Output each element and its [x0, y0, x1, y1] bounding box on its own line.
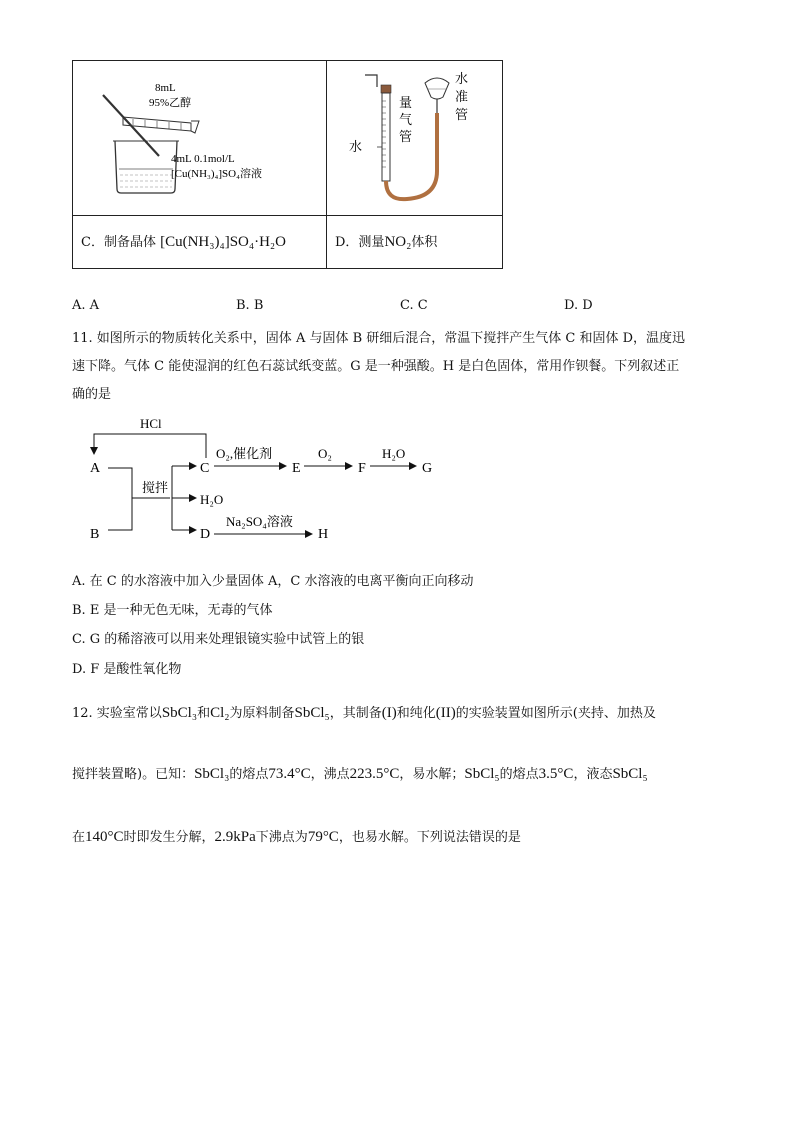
q12-text: 在 [72, 830, 86, 845]
q12-text: 的熔点 [499, 767, 539, 782]
label-volume-8ml: 8mL [155, 82, 176, 94]
label-stir: 搅拌 [142, 480, 169, 495]
label-gas-tube-2: 气 [399, 112, 413, 127]
value-pressure: 2.9kPa [214, 829, 256, 845]
q12-text: 的实验装置如图所示(夹持、加热及 [455, 706, 656, 721]
q12-text: 的熔点 [229, 767, 269, 782]
caption-d-prefix: D．测量 [335, 234, 385, 250]
q12-text: 搅拌装置略)。已知： [72, 767, 195, 782]
q12-text: ，也易水解。下列说法错误的是 [338, 830, 521, 845]
cell-d-image [327, 61, 503, 216]
q12-text: 下沸点为 [255, 830, 308, 845]
label-h2o-arrow: H₂O [382, 446, 406, 461]
q11-stem-line2: 速下降。气体 C 能使湿润的红色石蕊试纸变蓝。G 是一种强酸。H 是白色固体，常用作钡餐。下列叙述正 [72, 359, 680, 374]
q10-option-b: B. B [236, 298, 264, 313]
label-gas-tube-3: 管 [399, 129, 413, 144]
label-step-2: (II) [435, 705, 456, 721]
label-level-tube-2: 准 [455, 89, 469, 104]
formula-sbcl5: SbCl₅ [464, 766, 500, 782]
formula-sbcl5: SbCl₅ [612, 766, 648, 782]
value-melting-point: 3.5°C [538, 766, 574, 782]
q11-option-c: C. G 的稀溶液可以用来处理银镜实验中试管上的银 [72, 632, 365, 647]
cell-c-image [73, 61, 327, 216]
q10-option-a: A. A [72, 298, 100, 313]
node-h2o: H₂O [200, 492, 224, 507]
q11-stem-line1: 11. 如图所示的物质转化关系中，固体 A 与固体 B 研细后混合，常温下搅拌产生气体 C 和固体 D，温度迅 [72, 331, 686, 346]
node-f: F [358, 461, 366, 476]
value-melting-point: 73.4°C [268, 766, 311, 782]
label-gas-tube-1: 量 [399, 95, 413, 110]
label-o2: O₂ [318, 446, 332, 461]
q11-option-b: B. E 是一种无色无味，无毒的气体 [72, 603, 273, 618]
formula-sbcl5: SbCl₅ [294, 705, 330, 721]
q12-line1 [72, 704, 656, 723]
node-a: A [90, 461, 101, 476]
crystal-preparation-apparatus [73, 61, 326, 211]
caption-d-formula: NO₂ [384, 233, 412, 250]
formula-sbcl3: SbCl₃ [161, 705, 198, 721]
formula-cl2: Cl₂ [210, 705, 230, 721]
q12-line2 [72, 765, 648, 784]
label-water: 水 [349, 139, 363, 154]
value-boiling-point: 79°C [307, 829, 339, 845]
caption-d-suffix: 体积 [411, 234, 438, 250]
experiment-table [72, 60, 503, 269]
label-ethanol: 95%乙醇 [149, 97, 192, 109]
q12-text: ，易水解； [399, 767, 465, 782]
node-g: G [422, 461, 433, 476]
node-d: D [200, 527, 211, 542]
value-boiling-point: 223.5°C [349, 766, 400, 782]
q11-option-a: A. 在 C 的水溶液中加入少量固体 A，C 水溶液的电离平衡向正向移动 [72, 574, 474, 589]
caption-c-prefix: C．制备晶体 [81, 234, 156, 250]
q12-text: ，沸点 [310, 767, 350, 782]
q12-text: 12. 实验室常以 [72, 706, 162, 721]
q11-stem-line3: 确的是 [72, 387, 112, 402]
q12-text: 和纯化 [396, 706, 436, 721]
label-solution-volume: 4mL 0.1mol/L [171, 153, 235, 165]
label-na2so4: Na₂SO₄溶液 [226, 514, 293, 529]
transformation-diagram [80, 410, 460, 550]
q12-text: 和 [197, 706, 211, 721]
cell-d-caption [327, 216, 503, 269]
gas-volume-apparatus [327, 61, 502, 211]
q12-text: ，其制备 [329, 706, 382, 721]
caption-c-formula: [Cu(NH₃)₄]SO₄·H₂O [160, 233, 286, 250]
node-e: E [292, 461, 301, 476]
label-o2-catalyst: O₂,催化剂 [216, 446, 273, 461]
q12-text: 为原料制备 [229, 706, 295, 721]
node-h: H [318, 527, 329, 542]
cell-c-caption [73, 216, 327, 269]
label-hcl: HCl [140, 416, 162, 431]
q10-option-c: C. C [400, 298, 428, 313]
q12-text: ，液态 [573, 767, 613, 782]
label-level-tube-1: 水 [455, 71, 469, 86]
value-decomposition-temp: 140°C [85, 829, 124, 845]
q12-text: 时即发生分解， [123, 830, 215, 845]
q12-line3 [72, 828, 521, 847]
label-step-1: (I) [381, 705, 397, 721]
label-copper-solution: [Cu(NH₃)₄]SO₄溶液 [171, 168, 262, 180]
label-level-tube-3: 管 [455, 107, 469, 122]
q11-option-d: D. F 是酸性氧化物 [72, 662, 182, 677]
q10-option-d: D. D [564, 298, 593, 313]
node-b: B [90, 527, 100, 542]
node-c: C [200, 461, 210, 476]
formula-sbcl3: SbCl₃ [194, 766, 230, 782]
